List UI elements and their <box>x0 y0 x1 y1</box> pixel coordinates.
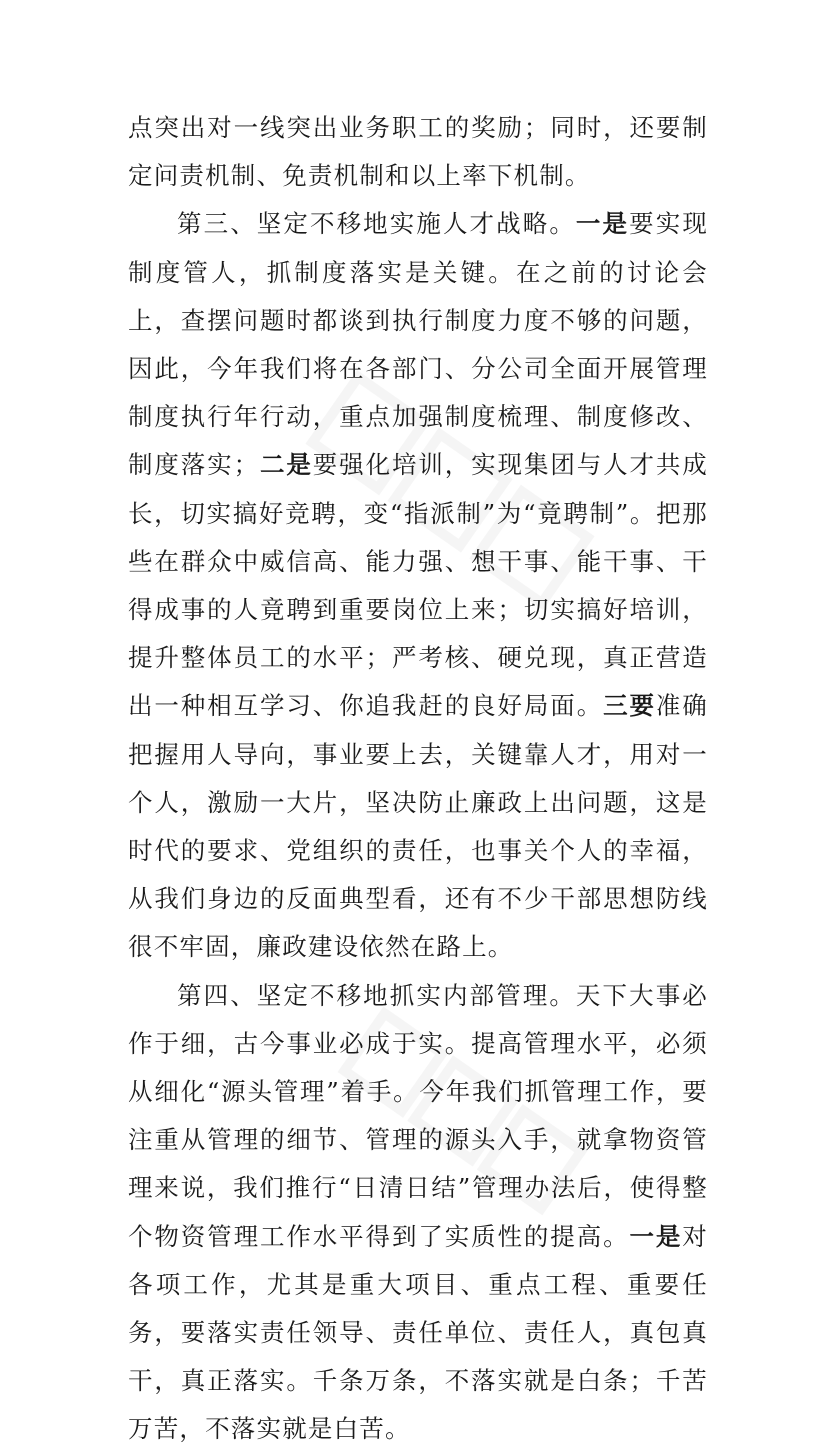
paragraph-text: 要实现制度管人，抓制度落实是关键。在之前的讨论会上，查摆问题时都谈到执行制度力度不够的问题，因此，今年我们将在各部门、分公司全面开展管理制度执行年行动，重点加强制度梳理、制度修改、制度落实； <box>128 209 709 480</box>
point-marker: 三要 <box>603 691 656 721</box>
paragraph-text: 点突出对一线突出业务职工的奖励；同时，还要制定问责机制、免责机制和以上率下机制。 <box>128 113 708 191</box>
paragraph-text: 要强化培训，实现集团与人才共成长，切实搞好竞聘，变“指派制”为“竟聘制”。把那些在群众中威信高、能力强、想干事、能干事、干得成事的人竟聘到重要岗位上来；切实搞好培训，提升整体员工的水平；严考核、硬兑现，真正营造出一种相互学习、你追我赶的良好局面。 <box>128 450 709 721</box>
point-marker: 二是 <box>259 450 313 480</box>
point-marker: 一是 <box>575 209 630 239</box>
section-heading: 第三、坚定不移地实施人才战略。 <box>177 209 576 239</box>
paragraph-text: 准确把握用人导向，事业要上去，关键靠人才，用对一个人，激励一大片，坚决防止廉政上出问题，这是时代的要求、党组织的责任，也事关个人的幸福，从我们身边的反面典型看，还有不少干部思想防线很不牢固，廉政建设依然在路上。 <box>128 691 708 962</box>
document-body <box>128 104 708 1454</box>
paragraph-text: 对各项工作，尤其是重大项目、重点工程、重要任务，要落实责任领导、责任单位、责任人，真包真干，真正落实。千条万条，不落实就是白条；千苦万苦，不落实就是白苦。 <box>128 1221 708 1444</box>
paragraph-3 <box>128 972 708 1454</box>
point-marker: 一是 <box>629 1221 683 1251</box>
paragraph-1 <box>128 104 708 200</box>
paragraph-2 <box>128 200 708 971</box>
section-heading: 第四、坚定不移地抓实内部管理。天下大事必作于细，古今事业必成于实。提高管理水平，必须从细化“源头管理”着手。今年我们抓管理工作，要注重从管理的细节、管理的源头入手，就拿物资管理来说，我们推行“日清日结”管理办法后，使得整个物资管理工作水平得到了实质性的提高。 <box>128 980 708 1251</box>
